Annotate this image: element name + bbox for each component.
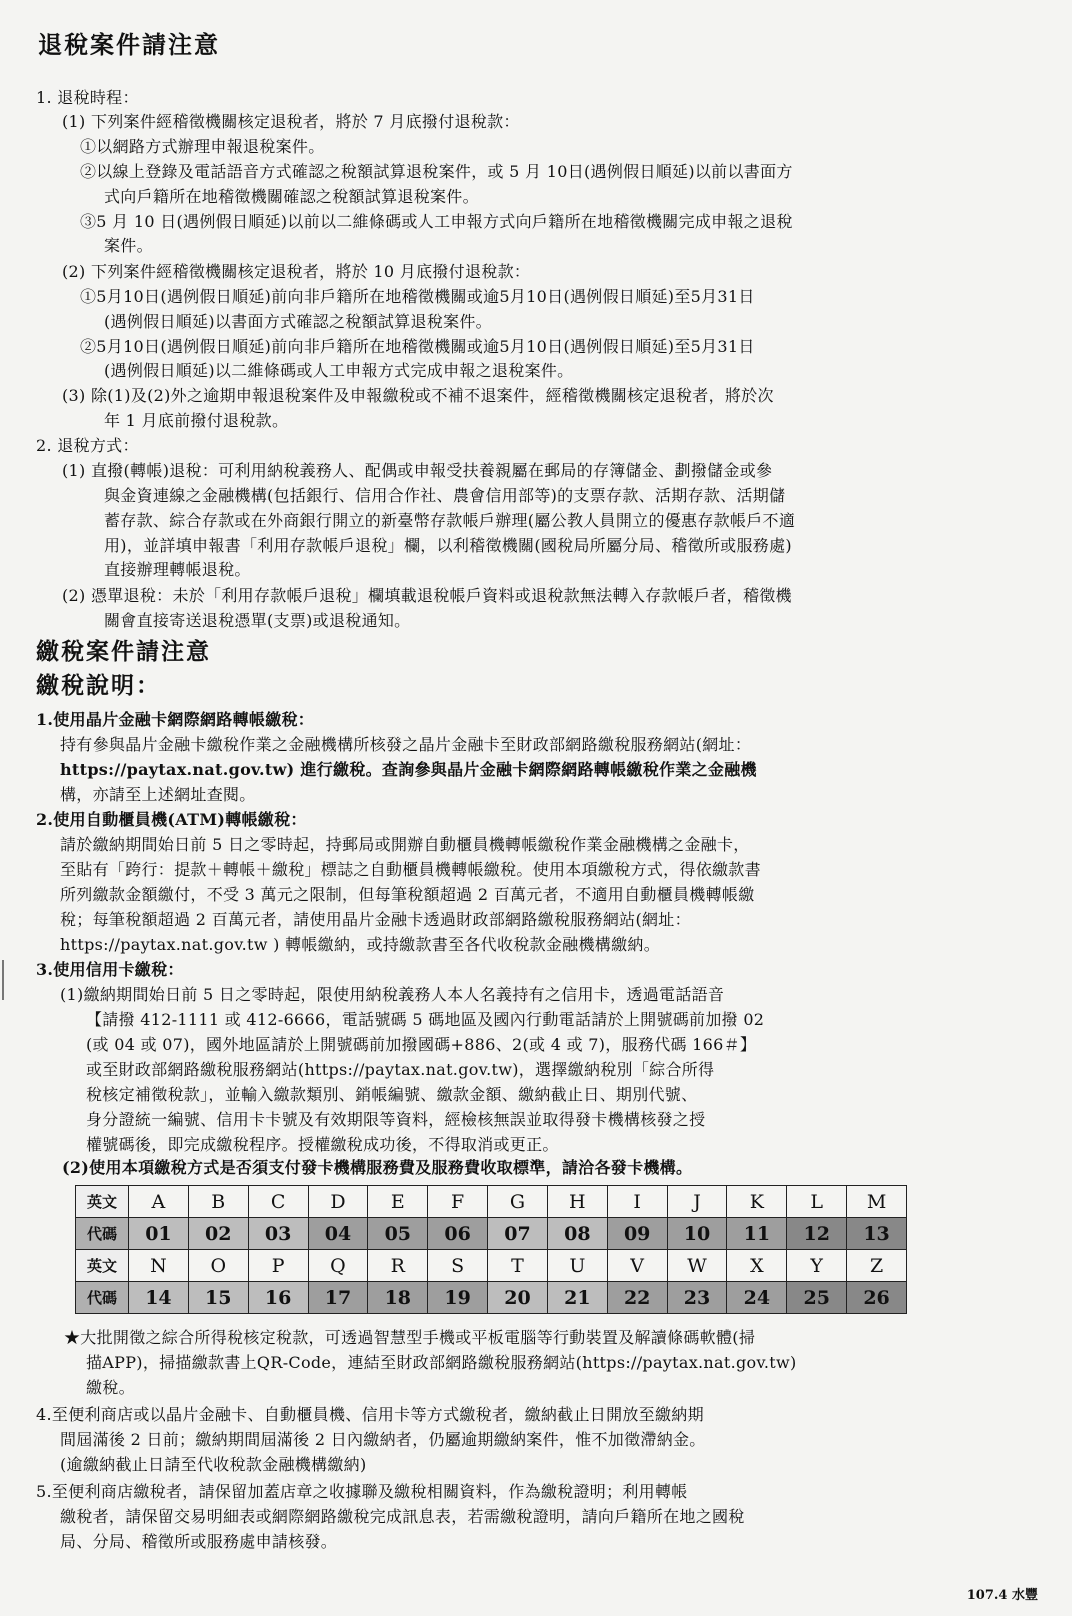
refund-line: 2. 退稅方式： (36, 436, 139, 455)
refund-line: (2) 憑單退稅：未於「利用存款帳戶退稅」欄填載退稅帳戶資料或退稅款無法轉入存款帳戶者，稽徵機 (62, 586, 792, 605)
payment-note-line: 間屆滿後 2 日前；繳納期間屆滿後 2 日內繳納者，仍屬逾期繳納案件，惟不加徵滯納金。 (60, 1430, 706, 1449)
table-cell: 22 (607, 1282, 667, 1314)
payment-title: 繳稅案件請注意 (36, 638, 211, 665)
refund-line: (1) 下列案件經稽徵機關核定退稅者，將於 7 月底撥付退稅款： (62, 112, 520, 131)
table-cell: 02 (188, 1218, 248, 1250)
table-cell: L (787, 1186, 847, 1218)
table-cell: S (428, 1250, 488, 1282)
refund-line: (3) 除(1)及(2)外之逾期申報退稅案件及申報繳稅或不補不退案件，經稽徵機關核定退稅者，將於次 (62, 386, 774, 405)
table-cell: 05 (368, 1218, 428, 1250)
table-cell: B (188, 1186, 248, 1218)
table-cell: 08 (547, 1218, 607, 1250)
payment-line: 請於繳納期間始日前 5 日之零時起，持郵局或開辦自動櫃員機轉帳繳稅作業金融機構之金融卡， (60, 835, 750, 854)
table-cell: 26 (847, 1282, 907, 1314)
refund-line: 用)，並詳填申報書「利用存款帳戶退稅」欄，以利稽徵機關(國稅局所屬分局、稽徵所或服務處) (104, 536, 792, 555)
refund-line: 1. 退稅時程： (36, 88, 139, 107)
payment-line: 權號碼後，即完成繳稅程序。授權繳稅成功後，不得取消或更正。 (86, 1135, 559, 1154)
table-cell: 10 (667, 1218, 727, 1250)
payment-line: 2.使用自動櫃員機(ATM)轉帳繳稅： (36, 810, 307, 829)
table-cell: 13 (847, 1218, 907, 1250)
row-label: 英文 (76, 1186, 129, 1218)
table-cell: 15 (188, 1282, 248, 1314)
table-cell: 17 (308, 1282, 368, 1314)
table-cell: K (727, 1186, 787, 1218)
refund-line: ②5月10日(遇例假日順延)前向非戶籍所在地稽徵機關或逾5月10日(遇例假日順延)至5月31日 (80, 337, 755, 356)
payment-line: (2)使用本項繳稅方式是否須支付發卡機構服務費及服務費收取標準，請洽各發卡機構。 (62, 1158, 693, 1177)
payment-subtitle: 繳稅說明： (36, 672, 161, 699)
table-cell: E (368, 1186, 428, 1218)
row-label: 代碼 (76, 1218, 129, 1250)
refund-line: ③5 月 10 日(遇例假日順延)以前以二維條碼或人工申報方式向戶籍所在地稽徵機關完成申報之退稅 (80, 212, 793, 231)
table-cell: 11 (727, 1218, 787, 1250)
refund-line: ②以線上登錄及電話語音方式確認之稅額試算退稅案件，或 5 月 10日(遇例假日順延)以前以書面方 (80, 162, 793, 181)
table-cell: Y (787, 1250, 847, 1282)
payment-note-line: 描APP)，掃描繳款書上QR-Code，連結至財政部網路繳稅服務網站(https://paytax.nat.gov.tw) (86, 1353, 797, 1372)
table-cell: V (607, 1250, 667, 1282)
payment-line: https://paytax.nat.gov.tw ) 轉帳繳納，或持繳款書至各代收稅款金融機構繳納。 (60, 935, 660, 954)
table-cell: C (248, 1186, 308, 1218)
table-cell: A (129, 1186, 189, 1218)
payment-note-line: (逾繳納截止日請至代收稅款金融機構繳納) (60, 1455, 367, 1474)
refund-line: 直接辦理轉帳退稅。 (104, 560, 251, 579)
table-cell: 14 (129, 1282, 189, 1314)
payment-line: https://paytax.nat.gov.tw) 進行繳稅。查詢參與晶片金融卡網際網路轉帳繳稅作業之金融機 (60, 760, 757, 779)
payment-line: 持有參與晶片金融卡繳稅作業之金融機構所核發之晶片金融卡至財政部網路繳稅服務網站(網址： (60, 735, 752, 754)
table-cell: R (368, 1250, 428, 1282)
payment-line: 稅核定補徵稅款」，並輸入繳款類別、銷帳編號、繳款金額、繳納截止日、期別代號、 (86, 1085, 698, 1104)
table-cell: 16 (248, 1282, 308, 1314)
payment-line: 至貼有「跨行：提款＋轉帳＋繳稅」標誌之自動櫃員機轉帳繳稅。使用本項繳稅方式，得依繳款書 (60, 860, 761, 879)
payment-note-line: 5.至便利商店繳稅者，請保留加蓋店章之收據聯及繳稅相關資料，作為繳稅證明；利用轉帳 (36, 1482, 688, 1501)
table-cell: G (488, 1186, 548, 1218)
table-cell: P (248, 1250, 308, 1282)
refund-line: (1) 直撥(轉帳)退稅：可利用納稅義務人、配偶或申報受扶養親屬在郵局的存簿儲金、劃撥儲金或參 (62, 461, 773, 480)
table-cell: M (847, 1186, 907, 1218)
table-cell: U (547, 1250, 607, 1282)
payment-line: 身分證統一編號、信用卡卡號及有效期限等資料，經檢核無誤並取得發卡機構核發之授 (86, 1110, 706, 1129)
payment-line: (或 04 或 07)，國外地區請於上開號碼前加撥國碼+886、2(或 4 或 7)，服務代碼 166＃】 (86, 1035, 757, 1054)
table-cell: 23 (667, 1282, 727, 1314)
payment-note-line: 4.至便利商店或以晶片金融卡、自動櫃員機、信用卡等方式繳稅者，繳納截止日開放至繳納期 (36, 1405, 704, 1424)
refund-line: ①5月10日(遇例假日順延)前向非戶籍所在地稽徵機關或逾5月10日(遇例假日順延)至5月31日 (80, 287, 755, 306)
payment-note-line: 繳稅。 (86, 1378, 135, 1397)
refund-line: 蓄存款、綜合存款或在外商銀行開立的新臺幣存款帳戶辦理(屬公教人員開立的優惠存款帳戶不適 (104, 511, 796, 530)
table-row (76, 1250, 907, 1282)
table-cell: 06 (428, 1218, 488, 1250)
table-cell: 07 (488, 1218, 548, 1250)
payment-line: 所列繳款金額繳付，不受 3 萬元之限制，但每筆稅額超過 2 百萬元者，不適用自動櫃員機轉帳繳 (60, 885, 755, 904)
refund-line: 關會直接寄送退稅憑單(支票)或退稅通知。 (104, 611, 411, 630)
payment-note-line: ★大批開徵之綜合所得稅核定稅款，可透過智慧型手機或平板電腦等行動裝置及解讀條碼軟體(掃 (64, 1328, 756, 1347)
table-cell: D (308, 1186, 368, 1218)
refund-line: (遇例假日順延)以書面方式確認之稅額試算退稅案件。 (104, 312, 492, 331)
table-cell: W (667, 1250, 727, 1282)
payment-line: 稅；每筆稅額超過 2 百萬元者，請使用晶片金融卡透過財政部網路繳稅服務網站(網址： (60, 910, 691, 929)
table-cell: 04 (308, 1218, 368, 1250)
scan-edge-mark (2, 960, 4, 1000)
table-cell: F (428, 1186, 488, 1218)
payment-line: 構，亦請至上述網址查閱。 (60, 785, 256, 804)
payment-line: 1.使用晶片金融卡網際網路轉帳繳稅： (36, 710, 315, 729)
payment-line: 【請撥 412-1111 或 412-6666，電話號碼 5 碼地區及國內行動電話請於上開號碼前加撥 02 (86, 1010, 765, 1029)
table-cell: Z (847, 1250, 907, 1282)
refund-line: 案件。 (104, 236, 153, 255)
table-cell: 21 (547, 1282, 607, 1314)
table-cell: 03 (248, 1218, 308, 1250)
table-cell: 20 (488, 1282, 548, 1314)
table-row (76, 1218, 907, 1250)
table-cell: 09 (607, 1218, 667, 1250)
table-cell: 12 (787, 1218, 847, 1250)
table-cell: 01 (129, 1218, 189, 1250)
table-cell: N (129, 1250, 189, 1282)
table-cell: X (727, 1250, 787, 1282)
table-row (76, 1282, 907, 1314)
table-cell: 25 (787, 1282, 847, 1314)
refund-line: (遇例假日順延)以二維條碼或人工申報方式完成申報之退稅案件。 (104, 361, 574, 380)
table-row (76, 1186, 907, 1218)
table-cell: J (667, 1186, 727, 1218)
table-cell: I (607, 1186, 667, 1218)
row-label: 英文 (76, 1250, 129, 1282)
payment-line: 或至財政部網路繳稅服務網站(https://paytax.nat.gov.tw)，選擇繳納稅別「綜合所得 (86, 1060, 715, 1079)
refund-line: ①以網路方式辦理申報退稅案件。 (80, 137, 325, 156)
refund-line: 年 1 月底前撥付退稅款。 (104, 411, 289, 430)
table-cell: T (488, 1250, 548, 1282)
letter-code-table (75, 1185, 907, 1314)
table-cell: 24 (727, 1282, 787, 1314)
payment-note-line: 局、分局、稽徵所或服務處申請核發。 (60, 1532, 338, 1551)
row-label: 代碼 (76, 1282, 129, 1314)
table-cell: Q (308, 1250, 368, 1282)
payment-line: (1)繳納期間始日前 5 日之零時起，限使用納稅義務人本人名義持有之信用卡，透過電話語音 (60, 985, 725, 1004)
refund-title: 退稅案件請注意 (38, 30, 220, 59)
table-cell: H (547, 1186, 607, 1218)
table-cell: 19 (428, 1282, 488, 1314)
page-footer-code: 107.4 水豐 (966, 1588, 1038, 1603)
table-cell: O (188, 1250, 248, 1282)
payment-note-line: 繳稅者，請保留交易明細表或網際網路繳稅完成訊息表，若需繳稅證明，請向戶籍所在地之國稅 (60, 1507, 745, 1526)
refund-line: 式向戶籍所在地稽徵機關確認之稅額試算退稅案件。 (104, 187, 479, 206)
payment-line: 3.使用信用卡繳稅： (36, 960, 184, 979)
refund-line: 與金資連線之金融機構(包括銀行、信用合作社、農會信用部等)的支票存款、活期存款、活期儲 (104, 486, 786, 505)
table-cell: 18 (368, 1282, 428, 1314)
refund-line: (2) 下列案件經稽徵機關核定退稅者，將於 10 月底撥付退稅款： (62, 262, 531, 281)
